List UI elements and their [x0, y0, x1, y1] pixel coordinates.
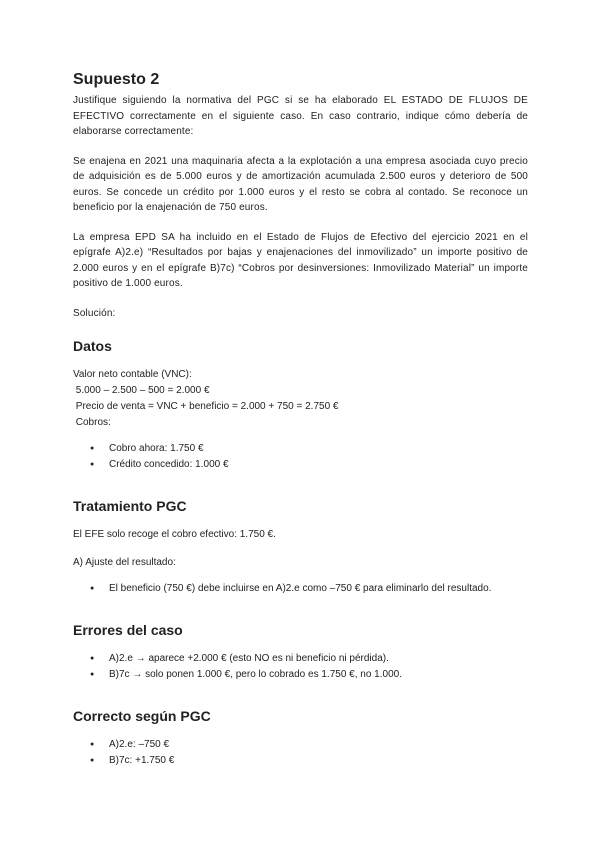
datos-heading: Datos [73, 338, 112, 354]
datos-line: Valor neto contable (VNC): [73, 369, 192, 380]
list-item: ● B)7c → solo ponen 1.000 €, pero lo cobrado es 1.750 €, no 1.000. [73, 667, 528, 683]
correcto-heading: Correcto según PGC [73, 708, 211, 724]
tratamiento-list [73, 581, 528, 597]
list-item: ● El beneficio (750 €) debe incluirse en A)2.e como –750 € para eliminarlo del resultado. [73, 581, 528, 597]
tratamiento-heading: Tratamiento PGC [73, 498, 187, 514]
datos-line: 5.000 – 2.500 – 500 = 2.000 € [73, 385, 210, 396]
case-paragraph-1: Se enajena en 2021 una maquinaria afecta a la explotación a una empresa asociada cuyo precio de adquisición es de 5.000 euros y de amortización acumulada 2.500 euros y deterioro de 500 euros. Se concede un crédito por 1.000 euros y el resto se cobra al contado. Se reconoce un beneficio por la enajenación de 750 euros. [73, 155, 528, 213]
errores-list [73, 651, 528, 683]
case-paragraph-2: La empresa EPD SA ha incluido en el Estado de Flujos de Efectivo del ejercicio 2021 en el epígrafe A)2.e) “Resultados por bajas y enajenaciones del inmovilizado” un importe positivo de 2.000 euros y en el epígrafe B)7c) “Cobros por desinversiones: Inmovilizado Material” un importe positivo de 1.000 euros. [73, 231, 528, 289]
list-item: ● A)2.e: –750 € [73, 737, 528, 753]
tratamiento-paragraph: El EFE solo recoge el cobro efectivo: 1.750 €. [73, 529, 276, 540]
list-item: ● B)7c: +1.750 € [73, 753, 528, 769]
datos-line: Precio de venta = VNC + beneficio = 2.000 + 750 = 2.750 € [73, 401, 339, 412]
document-content [73, 70, 528, 769]
errores-heading: Errores del caso [73, 622, 183, 638]
datos-list [73, 441, 528, 473]
datos-line: Cobros: [73, 417, 111, 428]
solution-label: Solución: [73, 307, 116, 319]
page-title: Supuesto 2 [73, 71, 160, 88]
correcto-list [73, 737, 528, 769]
list-item: ● Crédito concedido: 1.000 € [73, 457, 528, 473]
list-item: ● Cobro ahora: 1.750 € [73, 441, 528, 457]
list-item: ● A)2.e → aparece +2.000 € (esto NO es ni beneficio ni pérdida). [73, 651, 528, 667]
intro-paragraph: Justifique siguiendo la normativa del PGC si se ha elaborado EL ESTADO DE FLUJOS DE EFECTIVO correctamente en el siguiente caso. En caso contrario, indique cómo debería de elaborarse correctamente: [73, 95, 528, 137]
tratamiento-paragraph: A) Ajuste del resultado: [73, 557, 176, 568]
